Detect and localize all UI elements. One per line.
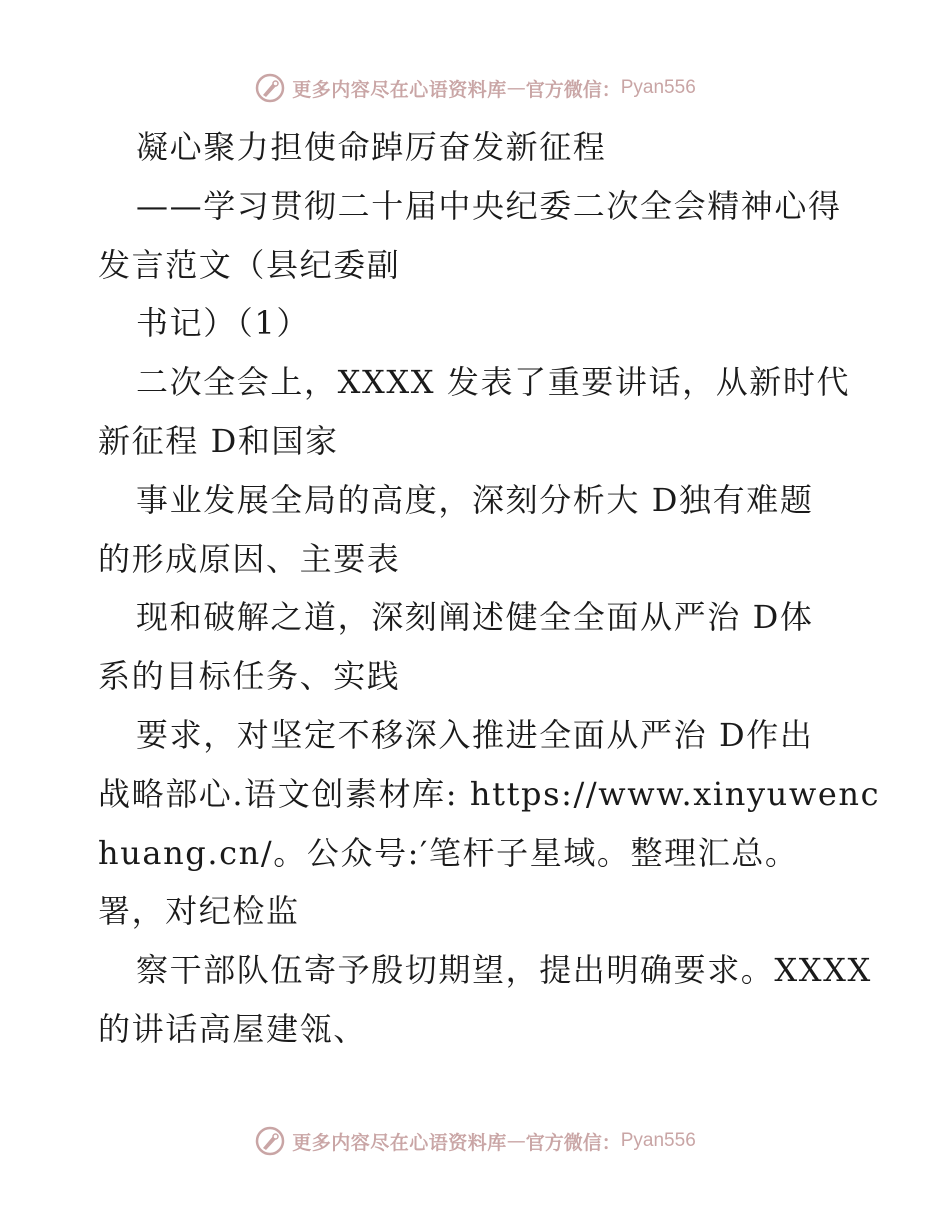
watermark-wechat-label: 官方微信： [525,1131,621,1154]
doc-line: 战略部心.语文创素材库: https://www.xinyuwenc [98,774,881,813]
doc-line: 事业发展全局的高度，深刻分析大 D独有难题 [136,480,814,519]
header-watermark [0,72,950,104]
watermark-main-text: 更多内容尽在心语资料库 [292,78,507,101]
watermark-wechat-label: 官方微信： [525,78,621,101]
pen-logo-icon [254,72,286,104]
doc-line: 的形成原因、主要表 [98,539,401,578]
watermark-main-text: 更多内容尽在心语资料库 [292,1131,507,1154]
doc-subtitle: ——学习贯彻二十届中央纪委二次全会精神心得 [136,186,842,225]
watermark-separator: — [506,1130,526,1152]
watermark-wechat-id: Pyan556 [620,1130,696,1151]
doc-line: 要求，对坚定不移深入推进全面从严治 D作出 [136,715,814,754]
document-body [98,118,881,1059]
pen-logo-icon [254,1125,286,1157]
watermark-separator: — [506,77,526,99]
doc-title: 凝心聚力担使命踔厉奋发新征程 [136,128,607,166]
watermark-wechat-id: Pyan556 [620,77,696,98]
doc-line: huang.cn/。公众号:′笔杆子星域。整理汇总。 [98,833,799,872]
doc-line: 发言范文（县纪委副 [98,245,401,284]
doc-line: 新征程 D和国家 [98,421,339,460]
doc-line: 察干部队伍寄予殷切期望，提出明确要求。XXXX [136,951,872,990]
doc-line: 现和破解之道，深刻阐述健全全面从严治 D体 [136,598,814,637]
doc-line: 系的目标任务、实践 [98,657,401,696]
doc-line: 书记）（1） [136,304,310,343]
doc-line: 署，对纪检监 [98,892,300,931]
doc-line: 二次全会上，XXXX 发表了重要讲话，从新时代 [136,363,851,402]
doc-line: 的讲话高屋建瓴、 [98,1009,367,1048]
footer-watermark [0,1125,950,1157]
